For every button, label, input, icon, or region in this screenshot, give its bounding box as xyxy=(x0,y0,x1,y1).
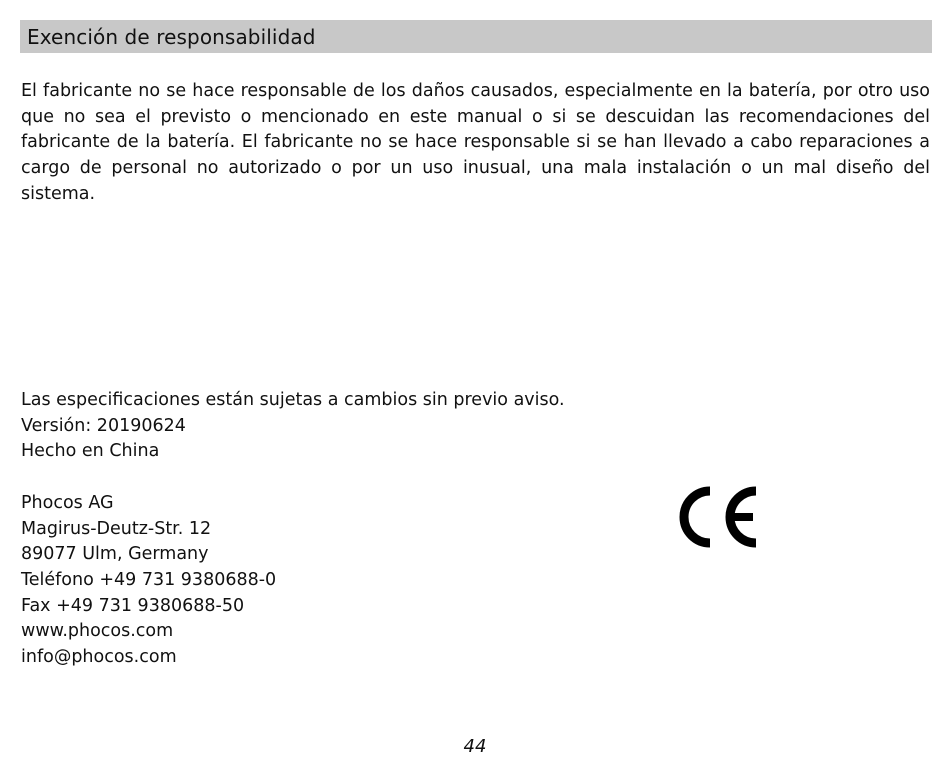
section-title: Exención de responsabilidad xyxy=(27,24,316,49)
page-number: 44 xyxy=(463,736,487,757)
specs-notice: Las especificaciones están sujetas a cambios sin previo aviso. xyxy=(21,390,565,410)
info-block xyxy=(21,388,565,671)
company-name: Phocos AG xyxy=(21,492,114,513)
company-phone: Teléfono +49 731 9380688-0 xyxy=(21,569,277,590)
spacer xyxy=(21,465,565,491)
company-street: Magirus-Deutz-Str. 12 xyxy=(21,518,212,539)
company-website: www.phocos.com xyxy=(21,621,174,642)
company-email: info@phocos.com xyxy=(21,647,177,668)
version-label: Versión: 20190624 xyxy=(21,415,186,436)
ce-mark-icon xyxy=(676,485,760,549)
section-header-bar xyxy=(20,20,932,53)
made-in-label: Hecho en China xyxy=(21,441,160,462)
company-city: 89077 Ulm, Germany xyxy=(21,544,209,565)
disclaimer-paragraph: El fabricante no se hace responsable de los daños causados, especialmente en la batería, por otro uso que no sea el previsto o mencionado en este manual o si se descuidan las recomendaciones del fabricante de la batería. El fabricante no se hace responsable si se han llevado a cabo reparaciones a cargo de personal no autorizado o por un uso inusual, una mala instalación o un mal diseño del sistema. xyxy=(21,81,930,204)
company-fax: Fax +49 731 9380688-50 xyxy=(21,595,245,616)
